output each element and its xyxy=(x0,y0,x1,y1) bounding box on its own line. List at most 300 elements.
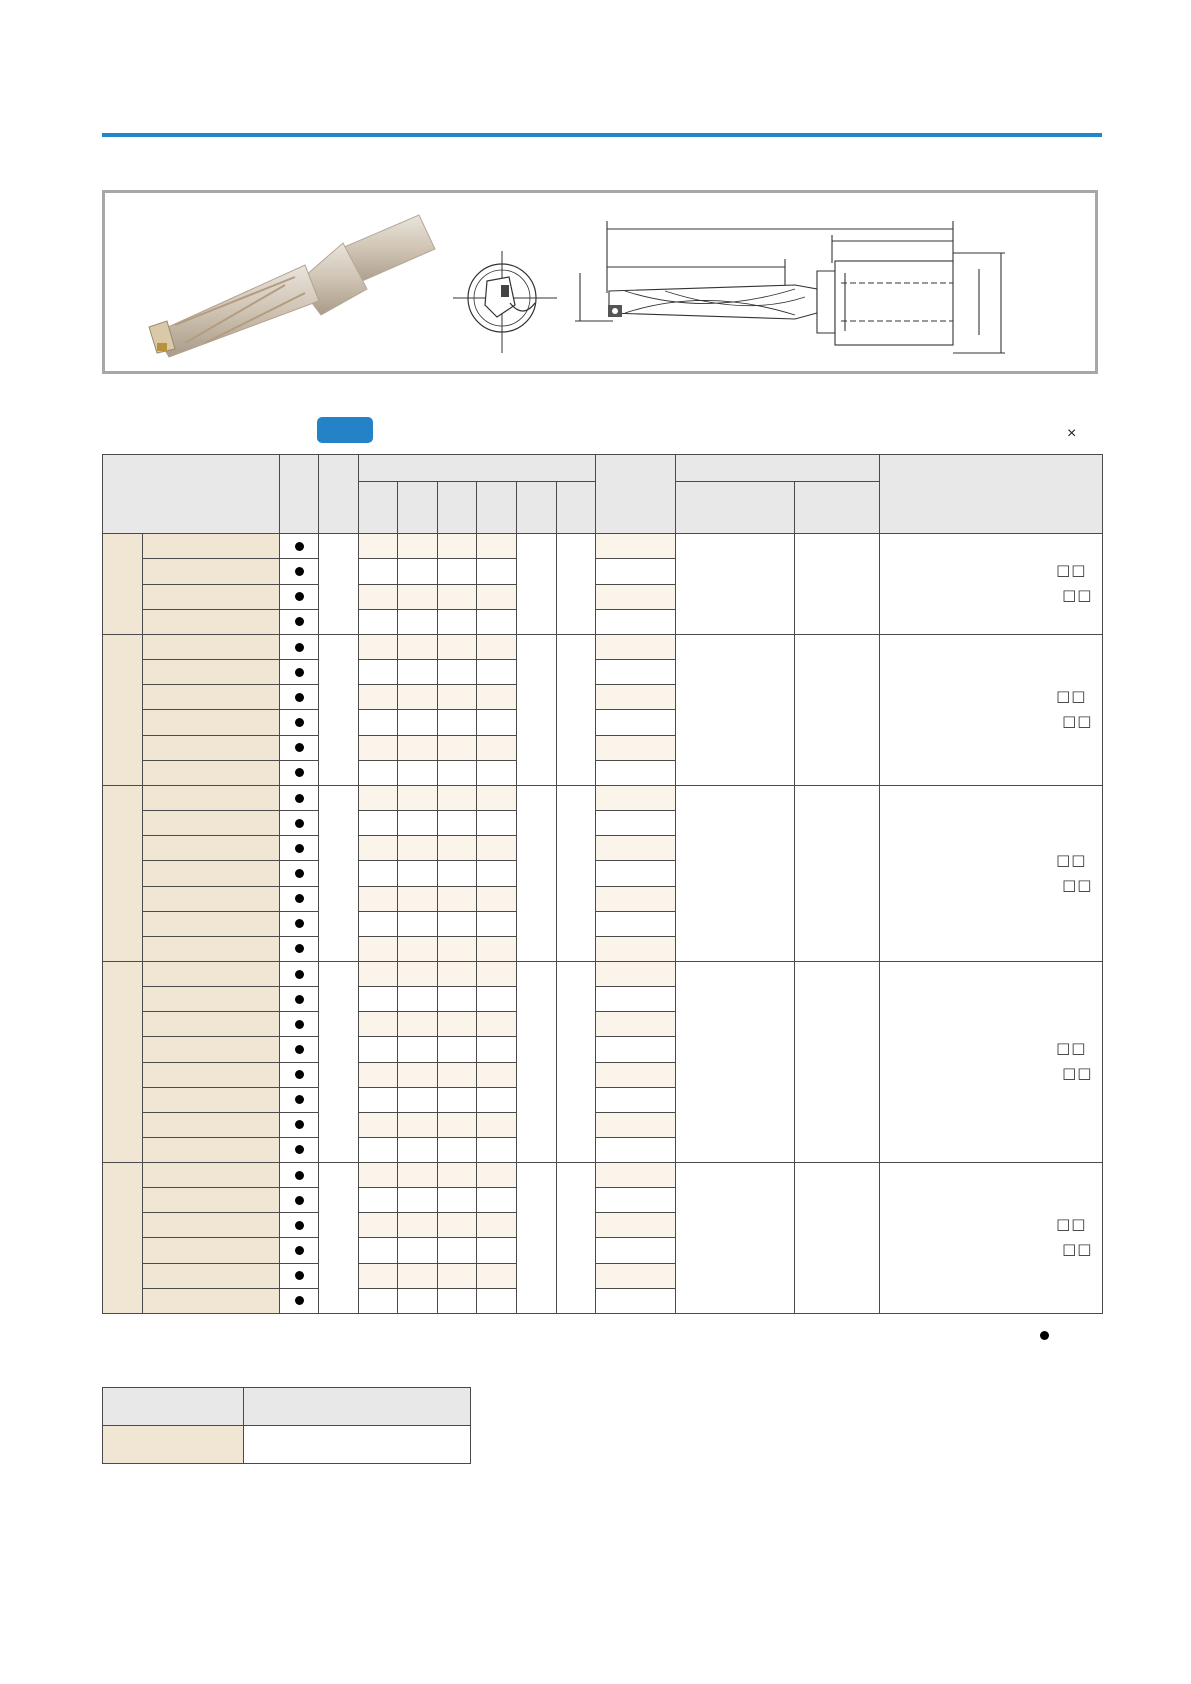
part-cell xyxy=(795,1163,880,1314)
item-code-cell xyxy=(143,987,280,1012)
remark-boxes: □□ xyxy=(1056,687,1087,705)
insert-cell xyxy=(596,1288,676,1313)
dimension-cell xyxy=(477,534,517,559)
dimension-cell xyxy=(438,936,477,961)
dimension-cell xyxy=(359,1137,398,1162)
item-code-cell xyxy=(143,911,280,936)
stock-cell xyxy=(280,1238,319,1263)
dimension-cell xyxy=(398,886,438,911)
dimension-cell xyxy=(398,1137,438,1162)
dimension-cell xyxy=(359,584,398,609)
item-code-cell xyxy=(143,936,280,961)
header-cell-dim-3 xyxy=(438,482,477,534)
dimension-cell xyxy=(477,1037,517,1062)
dimension-cell xyxy=(359,1288,398,1313)
dimension-cell xyxy=(477,786,517,811)
dimension-cell xyxy=(477,861,517,886)
dimension-cell xyxy=(438,559,477,584)
dimension-cell xyxy=(477,660,517,685)
table-row xyxy=(103,786,1103,811)
dimension-cell xyxy=(398,962,438,987)
dimension-cell-merged xyxy=(517,534,557,635)
remarks-cell xyxy=(880,635,1103,786)
insert-cell xyxy=(596,760,676,785)
dimension-cell xyxy=(438,584,477,609)
dimension-cell xyxy=(398,1062,438,1087)
drill-end-view-icon xyxy=(453,251,557,353)
insert-cell xyxy=(596,1163,676,1188)
insert-cell xyxy=(596,886,676,911)
insert-cell xyxy=(596,559,676,584)
dimension-cell xyxy=(438,1263,477,1288)
dimension-cell xyxy=(398,1012,438,1037)
insert-cell xyxy=(596,811,676,836)
dimension-cell xyxy=(398,760,438,785)
dimension-cell xyxy=(477,559,517,584)
dimension-cell xyxy=(477,1263,517,1288)
drill-photo-icon xyxy=(149,215,435,357)
multiply-symbol: × xyxy=(1067,425,1077,442)
dimension-cell xyxy=(438,811,477,836)
stock-dot xyxy=(295,693,304,702)
dimension-cell xyxy=(359,735,398,760)
dimension-cell xyxy=(398,710,438,735)
stock-dot xyxy=(295,1120,304,1129)
part-cell xyxy=(676,635,795,786)
stock-dot xyxy=(295,542,304,551)
stock-cell xyxy=(280,534,319,559)
dimension-cell xyxy=(359,1213,398,1238)
header-cell-dim-2 xyxy=(398,482,438,534)
insert-cell xyxy=(596,534,676,559)
dimension-cell xyxy=(438,710,477,735)
dimension-cell xyxy=(477,1112,517,1137)
dimension-cell xyxy=(438,786,477,811)
dimension-cell xyxy=(477,1062,517,1087)
dimension-cell xyxy=(438,1188,477,1213)
item-code-cell xyxy=(143,609,280,634)
dimension-cell xyxy=(359,1062,398,1087)
model-cell xyxy=(319,786,359,962)
dimension-cell xyxy=(438,1012,477,1037)
item-code-cell xyxy=(143,962,280,987)
stock-dot xyxy=(295,668,304,677)
table-row xyxy=(103,534,1103,559)
stock-dot xyxy=(295,1196,304,1205)
item-code-cell xyxy=(143,1062,280,1087)
dimension-cell xyxy=(477,1213,517,1238)
stock-cell xyxy=(280,1263,319,1288)
table-row xyxy=(103,962,1103,987)
dimension-cell xyxy=(398,987,438,1012)
dimension-cell xyxy=(359,811,398,836)
dimension-cell xyxy=(398,1163,438,1188)
stock-cell xyxy=(280,1163,319,1188)
dimension-cell xyxy=(438,1087,477,1112)
group-label-cell xyxy=(103,786,143,962)
legend-table xyxy=(102,1387,471,1464)
dimension-cell xyxy=(477,609,517,634)
stock-cell xyxy=(280,861,319,886)
insert-cell xyxy=(596,1012,676,1037)
dimension-cell xyxy=(398,685,438,710)
stock-dot xyxy=(295,1171,304,1180)
dimension-cell xyxy=(398,911,438,936)
dimension-cell xyxy=(438,1037,477,1062)
dimension-cell xyxy=(359,936,398,961)
dimension-cell xyxy=(398,534,438,559)
dimension-cell xyxy=(359,685,398,710)
stock-cell xyxy=(280,609,319,634)
dimension-cell xyxy=(398,660,438,685)
dimension-cell xyxy=(398,861,438,886)
item-code-cell xyxy=(143,786,280,811)
dimension-cell xyxy=(477,1288,517,1313)
stock-cell xyxy=(280,559,319,584)
insert-cell xyxy=(596,1087,676,1112)
stock-cell xyxy=(280,811,319,836)
stock-dot xyxy=(295,944,304,953)
stock-dot xyxy=(295,1020,304,1029)
part-cell xyxy=(676,786,795,962)
dimension-cell-merged xyxy=(517,1163,557,1314)
item-code-cell xyxy=(143,861,280,886)
insert-cell xyxy=(596,1263,676,1288)
remark-boxes: □□ xyxy=(1056,1215,1087,1233)
dimension-cell xyxy=(359,1012,398,1037)
remark-boxes: □□ xyxy=(1062,712,1093,730)
insert-cell xyxy=(596,735,676,760)
dimension-cell xyxy=(438,685,477,710)
dimension-cell xyxy=(398,836,438,861)
dimension-cell-merged xyxy=(517,786,557,962)
group-label-cell xyxy=(103,962,143,1163)
dimension-cell xyxy=(398,1037,438,1062)
dimension-cell xyxy=(398,1087,438,1112)
group-label-cell xyxy=(103,1163,143,1314)
model-cell xyxy=(319,962,359,1163)
dimension-cell xyxy=(477,1238,517,1263)
dimension-cell xyxy=(477,1188,517,1213)
insert-cell xyxy=(596,987,676,1012)
insert-cell xyxy=(596,1213,676,1238)
insert-cell xyxy=(596,911,676,936)
insert-cell xyxy=(596,710,676,735)
item-code-cell xyxy=(143,710,280,735)
stock-cell xyxy=(280,660,319,685)
dimension-cell xyxy=(359,1263,398,1288)
dimension-cell xyxy=(477,1137,517,1162)
dimension-cell xyxy=(477,911,517,936)
dimension-cell xyxy=(359,534,398,559)
table-body xyxy=(103,534,1103,1314)
dimension-cell xyxy=(359,1087,398,1112)
stock-cell xyxy=(280,685,319,710)
stock-cell xyxy=(280,1037,319,1062)
part-cell xyxy=(676,1163,795,1314)
stock-dot xyxy=(295,1296,304,1305)
remarks-cell xyxy=(880,962,1103,1163)
dimension-cell xyxy=(398,635,438,660)
product-figure-panel xyxy=(102,190,1098,374)
title-rule xyxy=(102,133,1102,137)
stock-cell xyxy=(280,1188,319,1213)
dimension-cell xyxy=(398,559,438,584)
stock-dot xyxy=(295,1221,304,1230)
remarks-cell xyxy=(880,534,1103,635)
stock-dot xyxy=(295,819,304,828)
insert-cell xyxy=(596,609,676,634)
stock-dot xyxy=(295,844,304,853)
header-cell-stock xyxy=(280,455,319,534)
dimension-cell xyxy=(438,861,477,886)
dimension-cell xyxy=(398,786,438,811)
stock-cell xyxy=(280,1137,319,1162)
item-code-cell xyxy=(143,1163,280,1188)
dimension-cell xyxy=(359,861,398,886)
insert-cell xyxy=(596,660,676,685)
dimension-cell xyxy=(477,1087,517,1112)
table-row xyxy=(103,1163,1103,1188)
dimension-cell xyxy=(438,1137,477,1162)
group-label-cell xyxy=(103,635,143,786)
part-cell xyxy=(795,962,880,1163)
dimension-cell xyxy=(438,1163,477,1188)
stock-cell xyxy=(280,1112,319,1137)
insert-cell xyxy=(596,1037,676,1062)
dimension-cell xyxy=(477,811,517,836)
dimension-cell xyxy=(438,911,477,936)
dimension-cell xyxy=(359,1163,398,1188)
dimension-cell-merged xyxy=(557,534,596,635)
dimension-cell xyxy=(398,1213,438,1238)
remark-boxes: □□ xyxy=(1062,1240,1093,1258)
dimension-cell xyxy=(359,1188,398,1213)
item-code-cell xyxy=(143,1213,280,1238)
stock-cell xyxy=(280,962,319,987)
remark-boxes: □□ xyxy=(1062,586,1093,604)
stock-dot xyxy=(295,567,304,576)
dimension-cell xyxy=(359,836,398,861)
dimension-cell xyxy=(438,609,477,634)
figure-drawings xyxy=(105,193,1095,371)
dimension-cell xyxy=(398,1112,438,1137)
item-code-cell xyxy=(143,534,280,559)
stock-cell xyxy=(280,936,319,961)
dimension-cell xyxy=(438,1112,477,1137)
dimension-cell xyxy=(438,987,477,1012)
insert-cell xyxy=(596,836,676,861)
header-cell-dim-5 xyxy=(517,482,557,534)
dimension-cell xyxy=(359,1037,398,1062)
header-cell-dimensions xyxy=(359,455,596,482)
item-code-cell xyxy=(143,1012,280,1037)
model-cell xyxy=(319,635,359,786)
stock-cell xyxy=(280,584,319,609)
item-code-cell xyxy=(143,1238,280,1263)
stock-cell xyxy=(280,786,319,811)
insert-cell xyxy=(596,635,676,660)
insert-cell xyxy=(596,786,676,811)
dimension-cell xyxy=(398,1263,438,1288)
dimension-cell xyxy=(477,1163,517,1188)
insert-cell xyxy=(596,861,676,886)
model-cell xyxy=(319,1163,359,1314)
table-header xyxy=(103,455,1103,534)
dimension-cell xyxy=(359,911,398,936)
dimension-cell xyxy=(359,660,398,685)
dimension-cell-merged xyxy=(557,1163,596,1314)
dimension-cell xyxy=(398,1238,438,1263)
insert-cell xyxy=(596,584,676,609)
stock-dot xyxy=(295,768,304,777)
dimension-cell xyxy=(359,786,398,811)
section-badge xyxy=(317,417,373,443)
dimension-cell xyxy=(477,962,517,987)
item-code-cell xyxy=(143,1263,280,1288)
item-code-cell xyxy=(143,760,280,785)
dimension-cell xyxy=(359,760,398,785)
item-code-cell xyxy=(143,635,280,660)
item-code-cell xyxy=(143,559,280,584)
dimension-cell xyxy=(477,987,517,1012)
insert-cell xyxy=(596,1062,676,1087)
stock-cell xyxy=(280,836,319,861)
remark-boxes: □□ xyxy=(1056,850,1087,869)
header-cell-insert xyxy=(596,455,676,534)
dimension-cell xyxy=(477,936,517,961)
item-code-cell xyxy=(143,836,280,861)
dimension-cell xyxy=(398,1188,438,1213)
item-code-cell xyxy=(143,1188,280,1213)
stock-dot xyxy=(295,919,304,928)
item-code-cell xyxy=(143,584,280,609)
header-cell-part-2 xyxy=(795,482,880,534)
stock-dot xyxy=(295,743,304,752)
item-code-cell xyxy=(143,735,280,760)
stock-dot xyxy=(295,1045,304,1054)
item-code-cell xyxy=(143,886,280,911)
dimension-cell xyxy=(477,886,517,911)
insert-cell xyxy=(596,685,676,710)
legend-header-right xyxy=(244,1388,471,1426)
stock-dot xyxy=(295,995,304,1004)
stock-cell xyxy=(280,1062,319,1087)
dimension-cell xyxy=(398,811,438,836)
insert-cell xyxy=(596,1188,676,1213)
remarks-cell xyxy=(880,1163,1103,1314)
header-cell-part-1 xyxy=(676,482,795,534)
item-code-cell xyxy=(143,685,280,710)
part-cell xyxy=(676,962,795,1163)
dimension-cell xyxy=(477,836,517,861)
stock-dot xyxy=(295,970,304,979)
legend-stock-dot xyxy=(1040,1331,1049,1340)
stock-cell xyxy=(280,760,319,785)
item-code-cell xyxy=(143,811,280,836)
dimension-cell xyxy=(359,886,398,911)
stock-dot xyxy=(295,1145,304,1154)
group-label-cell xyxy=(103,534,143,635)
insert-cell xyxy=(596,1238,676,1263)
stock-cell xyxy=(280,1012,319,1037)
stock-cell xyxy=(280,1213,319,1238)
remark-boxes: □□ xyxy=(1062,1064,1093,1082)
header-cell-dim-4 xyxy=(477,482,517,534)
dimension-cell xyxy=(477,735,517,760)
stock-dot xyxy=(295,1246,304,1255)
header-cell-remarks xyxy=(880,455,1103,534)
header-cell-model xyxy=(319,455,359,534)
remark-boxes: □□ xyxy=(1056,1039,1087,1057)
dimension-cell xyxy=(359,559,398,584)
dimension-cell xyxy=(398,735,438,760)
model-cell xyxy=(319,534,359,635)
product-table xyxy=(102,454,1103,1314)
dimension-cell xyxy=(438,735,477,760)
stock-cell xyxy=(280,1087,319,1112)
dimension-cell xyxy=(359,1112,398,1137)
legend-description-cell xyxy=(244,1426,471,1464)
insert-cell xyxy=(596,1137,676,1162)
dimension-cell xyxy=(438,962,477,987)
stock-cell xyxy=(280,886,319,911)
dimension-cell xyxy=(359,1238,398,1263)
dimension-cell-merged xyxy=(557,786,596,962)
remarks-cell xyxy=(880,786,1103,962)
dimension-cell xyxy=(438,1062,477,1087)
legend-header-left xyxy=(103,1388,244,1426)
dimension-cell xyxy=(398,1288,438,1313)
stock-cell xyxy=(280,635,319,660)
part-cell xyxy=(795,786,880,962)
dimension-cell xyxy=(359,987,398,1012)
dimension-cell xyxy=(359,962,398,987)
dimension-cell xyxy=(438,886,477,911)
stock-dot xyxy=(295,869,304,878)
dimension-cell xyxy=(477,710,517,735)
stock-dot xyxy=(295,1095,304,1104)
dimension-cell-merged xyxy=(557,962,596,1163)
item-code-cell xyxy=(143,660,280,685)
item-code-cell xyxy=(143,1112,280,1137)
insert-cell xyxy=(596,936,676,961)
insert-cell xyxy=(596,1112,676,1137)
dimension-cell xyxy=(438,660,477,685)
drill-side-view-icon xyxy=(575,221,1005,353)
dimension-cell xyxy=(398,609,438,634)
stock-dot xyxy=(295,1070,304,1079)
stock-cell xyxy=(280,710,319,735)
dimension-cell xyxy=(438,836,477,861)
stock-dot xyxy=(295,617,304,626)
insert-cell xyxy=(596,962,676,987)
remark-boxes: □□ xyxy=(1056,561,1087,579)
dimension-cell xyxy=(438,534,477,559)
dimension-cell xyxy=(438,635,477,660)
dimension-cell xyxy=(477,760,517,785)
header-cell-item-code xyxy=(103,455,280,534)
item-code-cell xyxy=(143,1087,280,1112)
dimension-cell xyxy=(359,710,398,735)
dimension-cell xyxy=(477,1012,517,1037)
item-code-cell xyxy=(143,1288,280,1313)
stock-dot xyxy=(295,1271,304,1280)
stock-dot xyxy=(295,894,304,903)
dimension-cell xyxy=(359,635,398,660)
stock-dot xyxy=(295,592,304,601)
stock-cell xyxy=(280,735,319,760)
